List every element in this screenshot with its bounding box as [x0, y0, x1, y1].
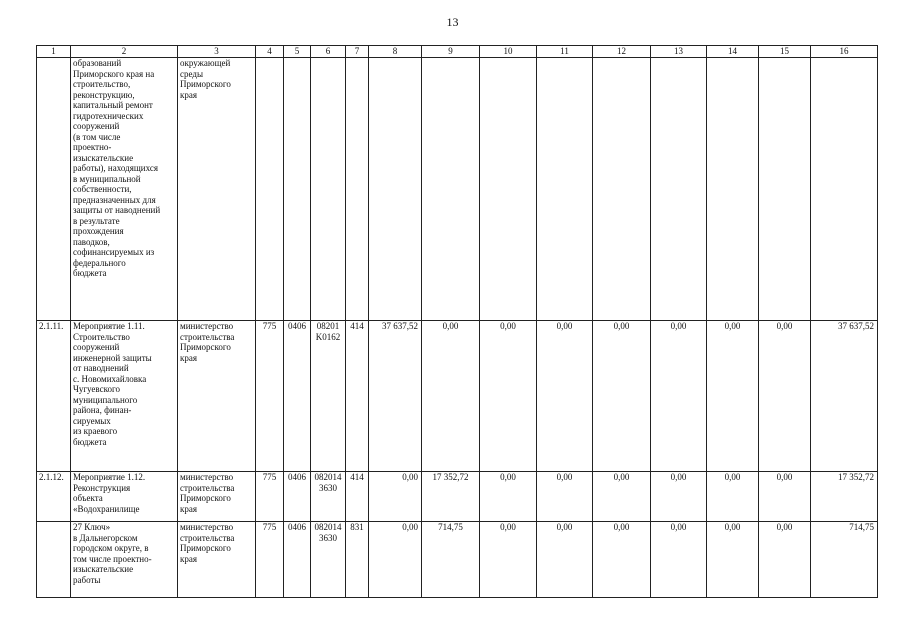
page-number: 13	[446, 15, 459, 29]
value-col-12: 0,00	[593, 472, 651, 522]
column-header: 8	[369, 46, 422, 58]
grbs-code: 775	[256, 321, 284, 472]
row-number: 2.1.11.	[37, 321, 71, 472]
target-article-code: 08201 K0162	[311, 321, 346, 472]
value-col-10	[480, 58, 537, 321]
measure-description: образований Приморского края на строительство, реконструкцию, капитальный ремонт гидротехнических сооружений (в том числе проектно- изыскательские работы), находящихся в муниципальной собственности, предназначенных для защиты от наводнений в результате прохождения паводков, софинансируемых из федерального бюджета	[71, 58, 178, 321]
measure-description: 27 Ключ» в Дальнегорском городском округе, в том числе проектно- изыскательские работы	[71, 522, 178, 598]
row-number	[37, 522, 71, 598]
value-col-10: 0,00	[480, 522, 537, 598]
value-col-15: 0,00	[759, 472, 811, 522]
target-article-code	[311, 58, 346, 321]
value-col-11: 0,00	[537, 472, 593, 522]
value-col-16: 714,75	[811, 522, 878, 598]
responsible-executor: министерство строительства Приморского края	[178, 522, 256, 598]
value-col-9: 17 352,72	[422, 472, 480, 522]
value-col-14	[707, 58, 759, 321]
table-row	[37, 522, 878, 598]
value-col-14: 0,00	[707, 472, 759, 522]
column-header: 14	[707, 46, 759, 58]
column-header: 3	[178, 46, 256, 58]
value-col-8: 37 637,52	[369, 321, 422, 472]
column-header: 5	[284, 46, 311, 58]
value-col-10: 0,00	[480, 472, 537, 522]
column-header: 4	[256, 46, 284, 58]
responsible-executor: министерство строительства Приморского края	[178, 472, 256, 522]
value-col-8: 0,00	[369, 472, 422, 522]
column-header: 16	[811, 46, 878, 58]
value-col-8: 0,00	[369, 522, 422, 598]
column-header: 6	[311, 46, 346, 58]
column-header: 7	[346, 46, 369, 58]
section-code: 0406	[284, 321, 311, 472]
value-col-13: 0,00	[651, 522, 707, 598]
budget-table	[36, 45, 878, 598]
section-code: 0406	[284, 472, 311, 522]
measure-description: Мероприятие 1.11. Строительство сооружений инженерной защиты от наводнений с. Новомихайловка Чугуевского муниципального района, финан- сируемых из краевого бюджета	[71, 321, 178, 472]
grbs-code: 775	[256, 472, 284, 522]
target-article-code: 082014 3630	[311, 522, 346, 598]
column-header: 11	[537, 46, 593, 58]
value-col-16	[811, 58, 878, 321]
header-row	[37, 46, 878, 58]
value-col-10: 0,00	[480, 321, 537, 472]
value-col-9: 714,75	[422, 522, 480, 598]
column-header: 9	[422, 46, 480, 58]
value-col-15	[759, 58, 811, 321]
table-row	[37, 321, 878, 472]
grbs-code: 775	[256, 522, 284, 598]
table-row	[37, 472, 878, 522]
value-col-16: 17 352,72	[811, 472, 878, 522]
value-col-12: 0,00	[593, 522, 651, 598]
value-col-14: 0,00	[707, 321, 759, 472]
grbs-code	[256, 58, 284, 321]
value-col-11: 0,00	[537, 522, 593, 598]
row-number: 2.1.12.	[37, 472, 71, 522]
value-col-9: 0,00	[422, 321, 480, 472]
measure-description: Мероприятие 1.12. Реконструкция объекта «Водохранилище	[71, 472, 178, 522]
expense-type-code	[346, 58, 369, 321]
column-header: 10	[480, 46, 537, 58]
value-col-12: 0,00	[593, 321, 651, 472]
value-col-13: 0,00	[651, 321, 707, 472]
value-col-12	[593, 58, 651, 321]
target-article-code: 082014 3630	[311, 472, 346, 522]
value-col-11	[537, 58, 593, 321]
value-col-9	[422, 58, 480, 321]
value-col-14: 0,00	[707, 522, 759, 598]
row-number	[37, 58, 71, 321]
expense-type-code: 414	[346, 321, 369, 472]
value-col-15: 0,00	[759, 321, 811, 472]
table-row	[37, 58, 878, 321]
column-header: 2	[71, 46, 178, 58]
value-col-11: 0,00	[537, 321, 593, 472]
value-col-8	[369, 58, 422, 321]
column-header: 12	[593, 46, 651, 58]
expense-type-code: 831	[346, 522, 369, 598]
expense-type-code: 414	[346, 472, 369, 522]
column-header: 15	[759, 46, 811, 58]
responsible-executor: окружающей среды Приморского края	[178, 58, 256, 321]
section-code	[284, 58, 311, 321]
value-col-13: 0,00	[651, 472, 707, 522]
column-header: 13	[651, 46, 707, 58]
section-code: 0406	[284, 522, 311, 598]
responsible-executor: министерство строительства Приморского края	[178, 321, 256, 472]
column-header: 1	[37, 46, 71, 58]
value-col-15: 0,00	[759, 522, 811, 598]
value-col-13	[651, 58, 707, 321]
value-col-16: 37 637,52	[811, 321, 878, 472]
